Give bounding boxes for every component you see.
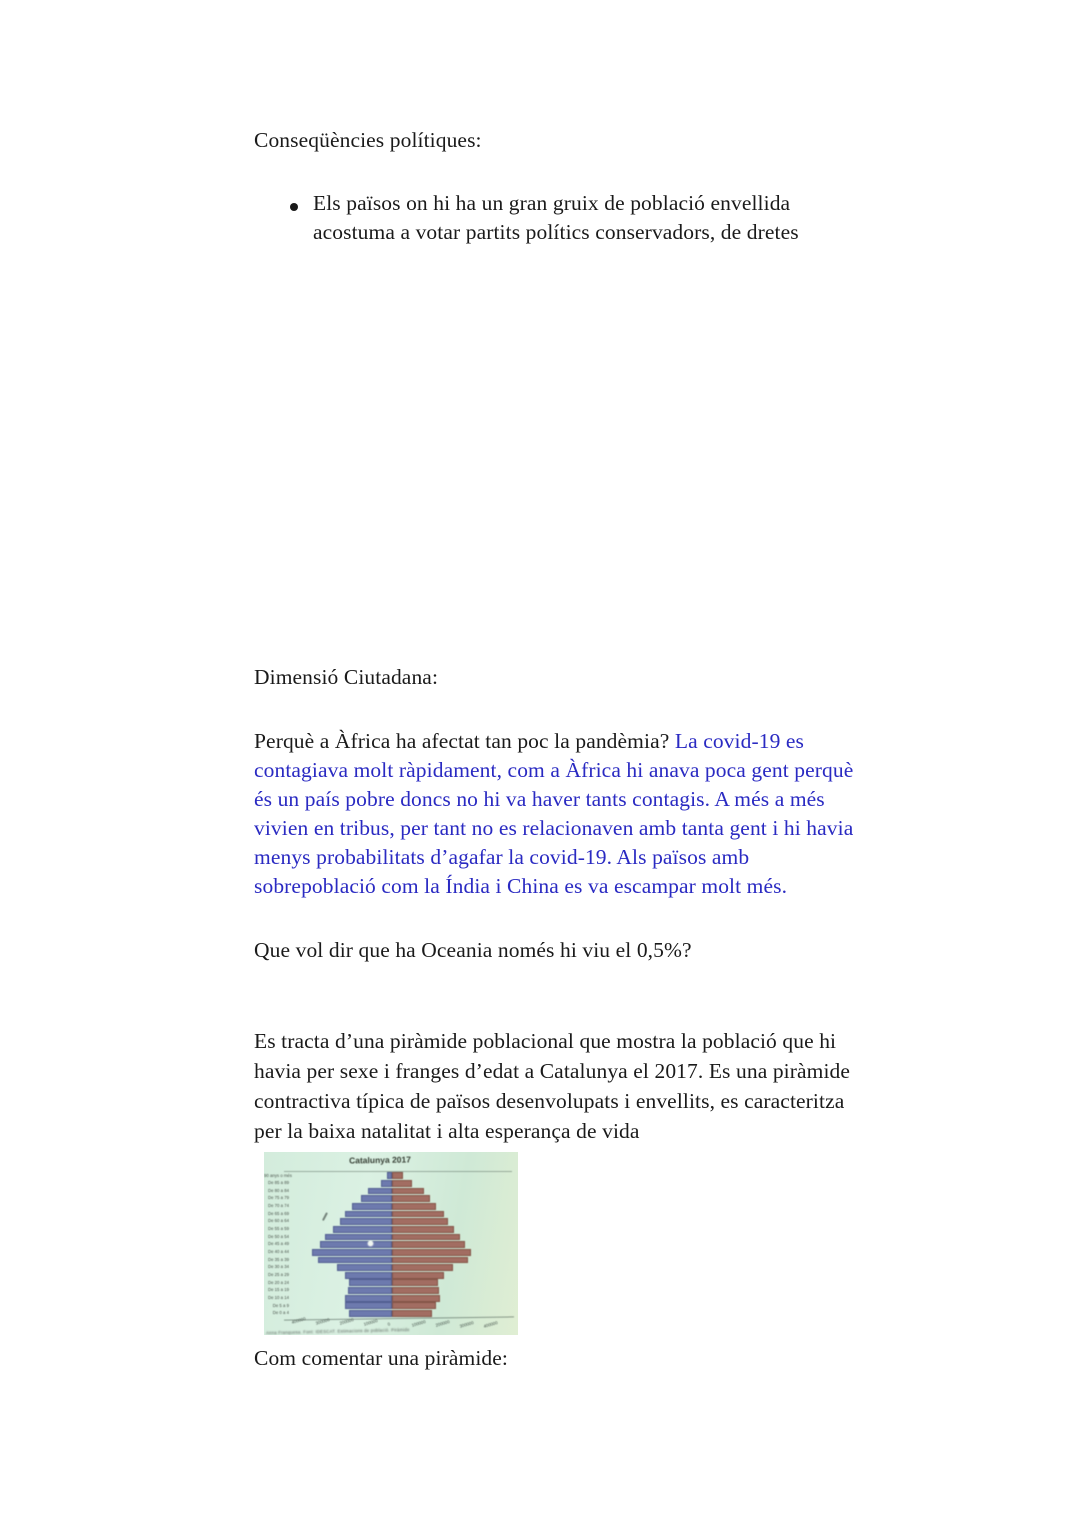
age-label: De 5 a 9 bbox=[272, 1302, 289, 1308]
x-tick-label: 400000 bbox=[291, 1316, 307, 1325]
qa-answer-line: menys probabilitats d’agafar la covid-19. Als països amb bbox=[254, 845, 750, 869]
age-label: 90 anys o més bbox=[264, 1172, 292, 1178]
men-bar bbox=[337, 1264, 392, 1271]
qa-africa-paragraph bbox=[254, 727, 853, 901]
pyramid-row bbox=[264, 1249, 518, 1257]
men-bar bbox=[345, 1211, 392, 1218]
description-line: per la baixa natalitat i alta esperança de vida bbox=[254, 1119, 640, 1143]
pyramid-row bbox=[264, 1271, 518, 1279]
pyramid-description bbox=[254, 1026, 850, 1146]
women-bar bbox=[392, 1257, 468, 1264]
qa-answer-line: és un país pobre doncs no hi va haver tants contagis. A més a més bbox=[254, 787, 825, 811]
pyramid-row bbox=[264, 1195, 518, 1203]
age-label: De 55 a 59 bbox=[267, 1226, 289, 1232]
qa-answer-line: sobrepoblació com la Índia i China es va escampar molt més. bbox=[254, 874, 788, 898]
pyramid-row bbox=[264, 1187, 518, 1195]
political-heading: Conseqüències polítiques: bbox=[254, 128, 482, 152]
pyramid-photo-content bbox=[264, 1152, 518, 1335]
age-label: De 85 a 89 bbox=[267, 1180, 289, 1186]
age-label: De 30 a 34 bbox=[267, 1264, 289, 1270]
bullet-marker-icon bbox=[290, 203, 298, 211]
pyramid-row bbox=[264, 1279, 518, 1287]
citizen-heading: Dimensió Ciutadana: bbox=[254, 665, 439, 689]
age-label: De 35 a 39 bbox=[267, 1256, 289, 1262]
age-label: De 40 a 44 bbox=[267, 1249, 289, 1254]
women-bar bbox=[392, 1272, 444, 1279]
x-tick-label: 0 bbox=[387, 1321, 391, 1327]
pyramid-row bbox=[264, 1210, 518, 1218]
women-bar bbox=[392, 1302, 436, 1309]
men-bar bbox=[320, 1241, 392, 1248]
women-bar bbox=[392, 1295, 440, 1302]
men-bar bbox=[349, 1279, 392, 1286]
women-bar bbox=[392, 1172, 403, 1179]
women-bar bbox=[392, 1218, 448, 1225]
women-bar bbox=[392, 1287, 439, 1294]
women-bar bbox=[392, 1279, 438, 1286]
age-label: De 20 a 24 bbox=[267, 1279, 289, 1285]
men-bar bbox=[381, 1180, 392, 1187]
age-label: De 25 a 29 bbox=[267, 1271, 289, 1277]
source-caption: Anna Franquesa. Font: IDESCAT. Estimacions de població. Piràmide bbox=[265, 1327, 410, 1335]
description-line: havia per sexe i franges d’edat a Catalunya el 2017. Es una piràmide bbox=[254, 1059, 851, 1083]
men-bar bbox=[345, 1302, 392, 1309]
age-label: De 70 a 74 bbox=[267, 1203, 289, 1209]
men-bar bbox=[325, 1234, 392, 1241]
pyramid-row bbox=[264, 1256, 518, 1264]
projector-dot-artifact bbox=[368, 1241, 373, 1246]
men-bar bbox=[348, 1287, 392, 1294]
pyramid-plot bbox=[264, 1152, 518, 1335]
bullet-line: acostuma a votar partits polítics conservadors, de dretes bbox=[313, 220, 799, 244]
women-bar bbox=[392, 1211, 444, 1218]
age-label: De 45 a 49 bbox=[267, 1241, 289, 1247]
men-bar bbox=[340, 1218, 392, 1225]
pyramid-row bbox=[264, 1294, 518, 1302]
x-tick-label: 300000 bbox=[315, 1316, 331, 1326]
pyramid-row bbox=[264, 1226, 518, 1234]
x-tick-label: 200000 bbox=[339, 1317, 355, 1326]
question-oceania: Que vol dir que ha Oceania només hi viu el 0,5%? bbox=[254, 938, 692, 962]
qa-answer-line: contagiava molt ràpidament, com a Àfrica hi anava poca gent perquè bbox=[254, 758, 854, 782]
pyramid-row bbox=[264, 1203, 518, 1211]
women-bar bbox=[392, 1310, 432, 1317]
age-label: De 80 a 84 bbox=[267, 1187, 289, 1193]
bullet-text bbox=[313, 189, 799, 247]
description-line: Es tracta d’una piràmide poblacional que mostra la població que hi bbox=[254, 1029, 837, 1053]
women-bar bbox=[392, 1195, 430, 1202]
pyramid-image[interactable] bbox=[264, 1152, 518, 1335]
men-bar bbox=[333, 1226, 392, 1233]
x-tick-label: 400000 bbox=[483, 1320, 499, 1330]
men-bar bbox=[345, 1272, 392, 1279]
closing-heading: Com comentar una piràmide: bbox=[254, 1346, 508, 1370]
age-label: De 60 a 64 bbox=[267, 1218, 289, 1224]
description-line: contractiva típica de països desenvolupats i envellits, es caracteritza bbox=[254, 1089, 845, 1113]
men-bar bbox=[349, 1310, 392, 1317]
x-tick-label: 100000 bbox=[411, 1318, 427, 1328]
women-bar bbox=[392, 1188, 424, 1195]
age-label: De 75 a 79 bbox=[267, 1195, 289, 1201]
men-bar bbox=[352, 1203, 392, 1210]
age-label: De 50 a 54 bbox=[267, 1233, 289, 1239]
age-label: De 65 a 69 bbox=[267, 1210, 289, 1216]
pyramid-row bbox=[264, 1287, 518, 1295]
pyramid-row bbox=[264, 1233, 518, 1241]
pyramid-title: Catalunya 2017 bbox=[348, 1154, 412, 1166]
age-label: De 15 a 19 bbox=[267, 1287, 289, 1293]
qa-answer-line: vivien en tribus, per tant no es relacionaven amb tanta gent i hi havia bbox=[254, 816, 854, 840]
qa-question: Perquè a Àfrica ha afectat tan poc la pandèmia? bbox=[254, 729, 675, 753]
women-bar bbox=[392, 1234, 460, 1241]
men-bar bbox=[345, 1295, 392, 1302]
men-bar bbox=[361, 1195, 392, 1202]
men-bar bbox=[312, 1249, 392, 1256]
women-bar bbox=[392, 1241, 465, 1248]
age-label: De 0 a 4 bbox=[272, 1310, 289, 1316]
men-bar bbox=[318, 1257, 392, 1264]
women-bar bbox=[392, 1264, 453, 1271]
age-label: De 10 a 14 bbox=[267, 1294, 289, 1300]
pyramid-row bbox=[264, 1241, 518, 1249]
qa-first-line bbox=[254, 727, 853, 756]
women-bar bbox=[392, 1226, 454, 1233]
x-tick-label: 300000 bbox=[459, 1319, 475, 1329]
x-tick-label: 200000 bbox=[435, 1319, 451, 1329]
x-tick-label: 100000 bbox=[363, 1317, 379, 1327]
pyramid-row bbox=[264, 1264, 518, 1272]
pyramid-row bbox=[264, 1180, 518, 1188]
men-bar bbox=[368, 1188, 392, 1195]
women-bar bbox=[392, 1203, 436, 1210]
pyramid-row bbox=[264, 1302, 518, 1310]
bullet-line: Els països on hi ha un gran gruix de població envellida bbox=[313, 191, 791, 215]
qa-answer-start: La covid-19 es bbox=[674, 729, 805, 753]
pyramid-row bbox=[264, 1218, 518, 1226]
women-bar bbox=[392, 1180, 412, 1187]
pyramid-row bbox=[264, 1172, 518, 1180]
women-bar bbox=[392, 1249, 471, 1256]
